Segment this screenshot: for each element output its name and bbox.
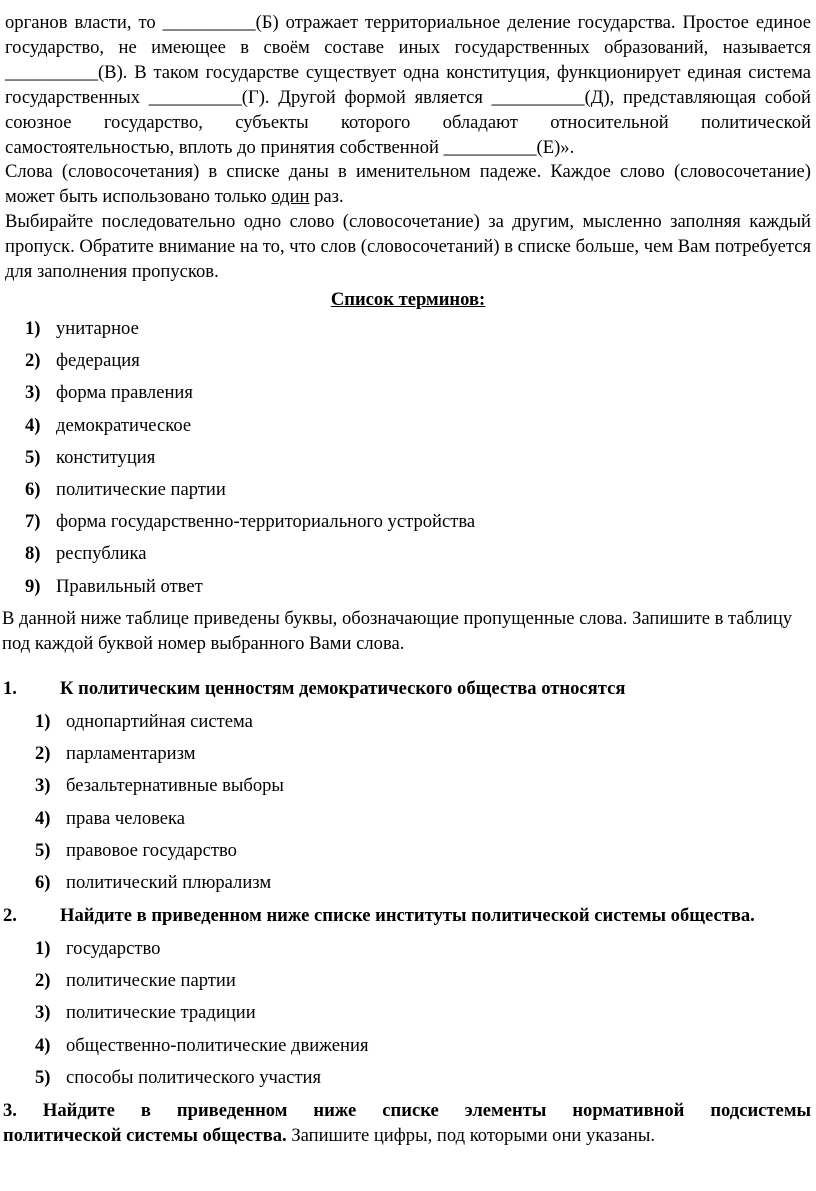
question-3-word: приведенном [176, 1100, 288, 1121]
question-3-word: в [140, 1100, 151, 1121]
instructions-text-b: раз. [309, 186, 344, 207]
question-3-word: элементы [464, 1100, 547, 1121]
question-number: 1. [3, 678, 17, 699]
item-number: 8) [25, 543, 41, 565]
item-number: 1) [25, 318, 41, 339]
question-3-second-line [3, 1123, 811, 1148]
item-text: безальтернативные выборы [66, 775, 284, 797]
item-number: 3) [25, 382, 41, 404]
table-note: В данной ниже таблице приведены буквы, обозначающие пропущенные слова. Запишите в таблицу под каждой буквой номер выбранного Вами слова. [2, 608, 793, 654]
item-number: 1) [35, 711, 51, 732]
item-number: 5) [35, 839, 51, 861]
question-title: Найдите в приведенном ниже списке институты политической системы общества. [60, 905, 755, 926]
question-3-word: Найдите [42, 1100, 115, 1121]
question-3-heading [3, 1098, 811, 1148]
question-3-normal-tail: Запишите цифры, под которыми они указаны. [286, 1125, 656, 1146]
item-text: Правильный ответ [56, 575, 203, 597]
instructions-block [5, 159, 811, 284]
question-3-word: нормативной [572, 1100, 685, 1121]
item-text: общественно-политические движения [66, 1034, 369, 1056]
item-number: 2) [35, 970, 51, 992]
item-number: 3) [35, 775, 51, 797]
question-number: 2. [3, 905, 17, 926]
item-text: конституция [56, 446, 156, 468]
question-3-bold-tail: политической системы общества. [3, 1125, 287, 1146]
item-text: государство [66, 938, 161, 959]
question-3-word: 3. [3, 1100, 17, 1121]
instructions-paragraph-1 [5, 159, 811, 209]
item-number: 3) [35, 1002, 51, 1024]
item-text: политический плюрализм [66, 871, 272, 893]
intro-paragraph [5, 10, 811, 160]
terms-list-title: Список терминов: [330, 289, 486, 310]
item-text: способы политического участия [66, 1066, 322, 1088]
instructions-text-a: Слова (словосочетания) в списке даны в именительном падеже. Каждое слово (словосочетание) может быть использовано только [5, 161, 811, 207]
question-3-word: списке [382, 1100, 439, 1121]
intro-text: органов власти, то __________(Б) отражает территориальное деление государства. Простое единое государство, не имеющее в своём составе иных государственных образований, называется __________(В). В таком государстве существует одна конституция, функционирует единая система государственных __________(Г). Другой формой является __________(Д), представляющая собой союзное государство, субъекты которого обладают относительной политической самостоятельностью, вплоть до принятия собственной __________(Е)». [5, 12, 811, 158]
item-text: демократическое [56, 414, 192, 436]
item-text: форма правления [56, 382, 193, 404]
item-number: 2) [35, 743, 51, 765]
instructions-underlined-word: один [271, 186, 310, 207]
item-text: парламентаризм [66, 743, 196, 765]
item-number: 4) [25, 414, 41, 436]
question-3-word: подсистемы [710, 1100, 811, 1121]
item-text: правовое государство [66, 839, 237, 861]
item-text: политические партии [66, 970, 236, 992]
question-title: К политическим ценностям демократического общества относятся [60, 678, 626, 699]
item-number: 4) [35, 1034, 51, 1056]
item-number: 6) [25, 478, 41, 500]
item-text: однопартийная система [66, 711, 253, 732]
item-text: федерация [56, 350, 140, 372]
item-number: 5) [35, 1066, 51, 1088]
item-number: 7) [25, 511, 41, 533]
item-text: права человека [66, 807, 186, 829]
item-number: 5) [25, 446, 41, 468]
item-text: форма государственно-территориального устройства [56, 511, 476, 533]
question-3-first-line [3, 1098, 811, 1123]
instructions-paragraph-2: Выбирайте последовательно одно слово (словосочетание) за другим, мысленно заполняя каждый пропуск. Обратите внимание на то, что слов (словосочетаний) в списке больше, чем Вам потребуется для заполнения пропусков. [5, 211, 811, 282]
item-number: 2) [25, 350, 41, 372]
item-number: 4) [35, 807, 51, 829]
item-number: 6) [35, 871, 51, 893]
question-3-word: ниже [313, 1100, 357, 1121]
item-text: унитарное [56, 318, 139, 339]
item-number: 9) [25, 575, 41, 597]
item-number: 1) [35, 938, 51, 959]
item-text: политические партии [56, 478, 226, 500]
item-text: политические традиции [66, 1002, 256, 1024]
item-text: республика [56, 543, 147, 565]
